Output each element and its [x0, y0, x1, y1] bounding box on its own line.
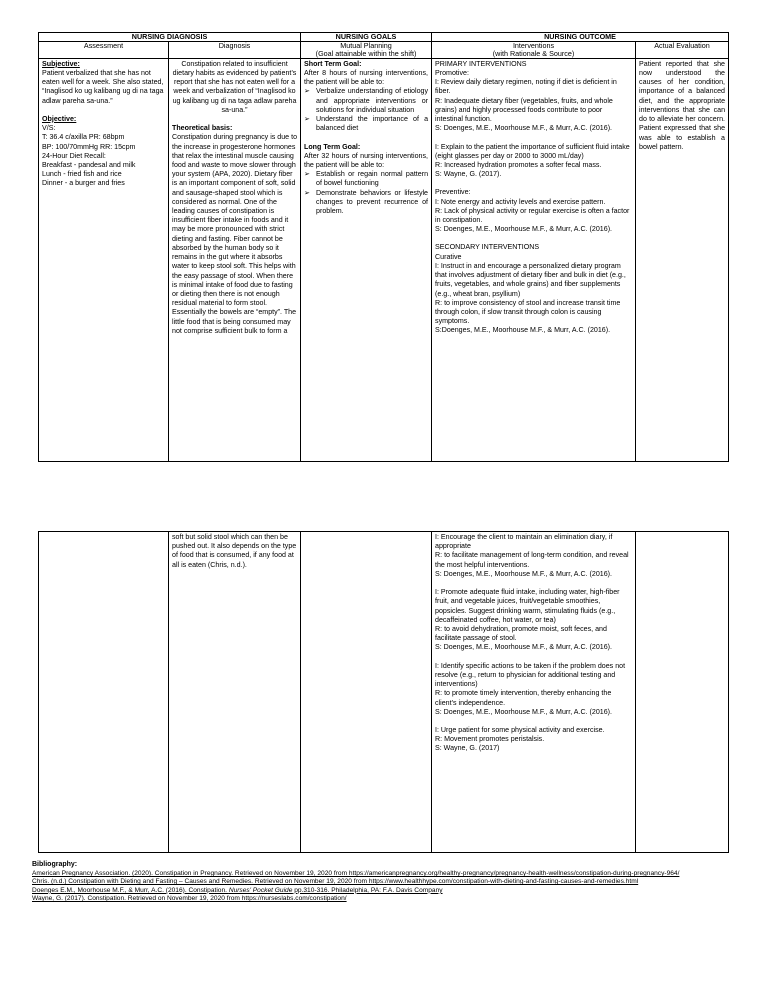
objective-line: 24-Hour Diet Recall:	[42, 151, 106, 160]
planning-header	[301, 41, 432, 58]
goal-item: ➢ Demonstrate behaviors or lifestyle changes to prevent recurrence of problem.	[304, 189, 428, 217]
source-text: S: Doenges, M.E., Moorhouse M.F., & Murr, A.C. (2016).	[435, 643, 613, 652]
short-term-goal-list	[304, 87, 428, 133]
nursing-diagnosis-header: NURSING DIAGNOSIS	[39, 33, 301, 42]
long-term-goal-text: After 32 hours of nursing interventions, the patient will be able to:	[304, 151, 429, 169]
source-text: S:Doenges, M.E., Moorhouse M.F., & Murr, A.C. (2016).	[435, 326, 611, 335]
assessment-cell-empty	[39, 532, 169, 853]
intervention-text: I: Encourage the client to maintain an elimination diary, if appropriate	[435, 533, 613, 551]
planning-cell	[301, 58, 432, 461]
care-plan-page-1	[38, 32, 728, 462]
objective-line: Breakfast - pandesal and milk	[42, 160, 136, 169]
evaluation-header: Actual Evaluation	[636, 41, 729, 58]
rationale-text: R: Movement promotes peristalsis.	[435, 735, 545, 744]
care-plan-table	[38, 32, 729, 462]
intervention-text: I: Urge patient for some physical activity and exercise.	[435, 725, 605, 734]
intervention-text: I: Instruct in and encourage a personalized dietary program that involves adjustment of dietary fiber and bulk in diet (e.g., fruits, vegetables, and whole grains) and fiber supplements (e.g., wheat bran, psyllium)	[435, 261, 626, 298]
subjective-text: Patient verbalized that she has not eaten well for a week. She also stated, “Inaglisod ko ug kalibang ug di na taga adlaw pareha sa-una.”	[42, 68, 164, 105]
diagnosis-cell-continued	[169, 532, 301, 853]
goal-item: ➢ Understand the importance of a balanced diet	[304, 115, 428, 133]
intervention-text: I: Identify specific actions to be taken if the problem does not resolve (e.g., return to physician for additional testing and interventions)	[435, 661, 626, 689]
bibliography	[32, 861, 732, 904]
rationale-text: R: to improve consistency of stool and increase transit time through colon, if slow transit through colon is causing symptoms.	[435, 298, 621, 326]
assessment-header: Assessment	[39, 41, 169, 58]
care-plan-page-2	[38, 531, 728, 853]
bibliography-title: Bibliography:	[32, 861, 78, 868]
objective-line: T: 36.4 c/axilla PR: 68bpm	[42, 133, 125, 142]
source-text: S: Doenges, M.E., Moorhouse M.F., & Murr, A.C. (2016).	[435, 569, 613, 578]
rationale-text: R: to avoid dehydration, promote moist, soft feces, and facilitate passage of stool.	[435, 624, 607, 643]
intervention-text: I: Promote adequate fluid intake, including water, high-fiber fruit, and vegetable juices, fruit/vegetable smoothies, popsicles. Suggest drinking warm, stimulating fluids (e.g., decaffeinated coffee, hot water, or tea)	[435, 588, 620, 624]
long-term-goal-label: Long Term Goal:	[304, 142, 361, 151]
short-term-goal-label: Short Term Goal:	[304, 59, 362, 68]
objective-line: V/S:	[42, 124, 56, 133]
intervention-text: I: Explain to the patient the importance of sufficient fluid intake (eight glasses per day or 2000 to 3000 mL/day)	[435, 142, 630, 160]
objective-label: Objective:	[42, 114, 77, 123]
planning-cell-empty	[301, 532, 432, 853]
objective-line: BP: 100/70mmHg RR: 15cpm	[42, 142, 136, 151]
evaluation-cell	[636, 58, 729, 461]
primary-interventions-heading: PRIMARY INTERVENTIONS	[435, 59, 527, 68]
source-text: S: Wayne, G. (2017)	[435, 744, 500, 753]
source-text: S: Wayne, G. (2017).	[435, 170, 502, 179]
interventions-header	[432, 41, 636, 58]
source-text: S: Doenges, M.E., Moorhouse M.F., & Murr, A.C. (2016).	[435, 124, 613, 133]
intervention-text: I: Note energy and activity levels and exercise pattern.	[435, 197, 606, 206]
rationale-text: R: Inadequate dietary fiber (vegetables, fruits, and whole grains) and highly processed foods contribute to poor intestinal function.	[435, 96, 613, 124]
reference-wayne[interactable]: Wayne, G. (2017). Constipation. Retrieved on November 19, 2020 from https://nurseslabs.com/constipation/	[32, 895, 347, 903]
source-text: S: Doenges, M.E., Moorhouse M.F., & Murr, A.C. (2016).	[435, 707, 613, 716]
rationale-text: R: Lack of physical activity or regular exercise is often a factor in constipation.	[435, 206, 630, 225]
rationale-text: R: to promote timely intervention, thereby enhancing the client’s independence.	[435, 689, 612, 707]
assessment-cell	[39, 58, 169, 461]
short-term-goal-text: After 8 hours of nursing interventions, the patient will be able to:	[304, 68, 429, 87]
reference-doenges	[32, 887, 732, 895]
source-text: S: Doenges, M.E., Moorhouse M.F., & Murr, A.C. (2016).	[435, 225, 613, 234]
rationale-text: R: Increased hydration promotes a softer fecal mass.	[435, 160, 602, 169]
long-term-goal-list	[304, 170, 428, 216]
evaluation-text: Patient reported that she now understood the causes of her condition, importance of a balanced diet, and the appropriate interventions that she can do to alleviate her concern. Patient expressed that she was able to establish a bowel pattern.	[639, 59, 726, 151]
theoretical-basis-text: Constipation during pregnancy is due to the increase in progesterone hormones that relax the intestinal muscle causing food and waste to move slower through your system (APA, 2020). Dietary fiber is an important component of soft, solid and sausage-shaped stool which is considered as normal. One of the leading causes of constipation is insufficient fiber intake in foods and it may be more pronounced with strict dieting and fasting. Fiber cannot be absorbed by the human body so it remains in the gut where it absorbs water to keep stool soft. This helps with the easy passage of stool. When there is minimal intake of food due to fasting or dieting then there is not enough residual material to form stool. Essentially the bowels are “empty”. The little food that is being consumed may not comprise sufficient bulk to form a	[172, 133, 298, 335]
objective-line: Dinner - a burger and fries	[42, 179, 125, 188]
nursing-outcome-header: NURSING OUTCOME	[432, 33, 729, 42]
interventions-header-title: Interventions	[512, 40, 555, 50]
rationale-text: R: to facilitate management of long-term condition, and reveal the most helpful interventions.	[435, 551, 629, 569]
reference-doenges-text: Doenges E.M., Moorhouse M.F., & Murr, A.C. (2016). Constipation.	[32, 886, 229, 894]
theoretical-basis-label: Theoretical basis:	[172, 124, 233, 133]
objective-line: Lunch - fried fish and rice	[42, 170, 122, 179]
curative-label: Curative	[435, 252, 462, 261]
diagnosis-cell	[169, 58, 301, 461]
interventions-cell-continued	[432, 532, 636, 853]
planning-header-note: (Goal attainable within the shift)	[315, 48, 417, 58]
secondary-interventions-heading: SECONDARY INTERVENTIONS	[435, 243, 540, 252]
planning-header-title: Mutual Planning	[340, 40, 392, 50]
preventive-label: Preventive:	[435, 188, 471, 197]
nursing-goals-header: NURSING GOALS	[301, 33, 432, 42]
reference-apa[interactable]: American Pregnancy Association. (2020). Constipation in Pregnancy. Retrieved on November 19, 2020 from https://americanpregnancy.org/healthy-pregnancy/pregnancy-health-wellness/constipation-during-pregnancy-964/	[32, 869, 680, 877]
goal-item: ➢ Verbalize understanding of etiology and appropriate interventions or solutions for individual situation	[304, 87, 428, 115]
reference-doenges-publisher: pp.310-316. Philadelphia, PA: F.A. Davis Company	[292, 886, 443, 894]
theoretical-basis-continued: soft but solid stool which can then be pushed out. It also depends on the type of food that is consumed, if any food at all is eaten (Chris, n.d.).	[172, 533, 297, 569]
reference-chris[interactable]: Chris. (n.d.) Constipation with Dieting and Fasting – Causes and Remedies. Retrieved on November 19, 2020 from https://www.healthhype.com/constipation-with-dieting-and-fasting-causes-and-remedies.html	[32, 878, 639, 886]
care-plan-table-continued	[38, 531, 729, 853]
reference-doenges-book: Nurses' Pocket Guide	[228, 886, 293, 894]
diagnosis-statement: Constipation related to insufficient dietary habits as evidenced by patient’s report that she has not eaten well for a week and verbalization of “Inaglisod ko ug kalibang ug di na taga adlaw pareha sa-una.”	[172, 59, 297, 114]
diagnosis-header: Diagnosis	[169, 41, 301, 58]
promotive-label: Promotive:	[435, 68, 469, 77]
intervention-text: I: Review daily dietary regimen, noting if diet is deficient in fiber.	[435, 78, 617, 96]
evaluation-cell-empty	[636, 532, 729, 853]
goal-item: ➢ Establish or regain normal pattern of bowel functioning	[304, 170, 428, 188]
interventions-header-note: (with Rationale & Source)	[492, 48, 575, 58]
subjective-label: Subjective:	[42, 59, 80, 68]
interventions-cell	[432, 58, 636, 461]
